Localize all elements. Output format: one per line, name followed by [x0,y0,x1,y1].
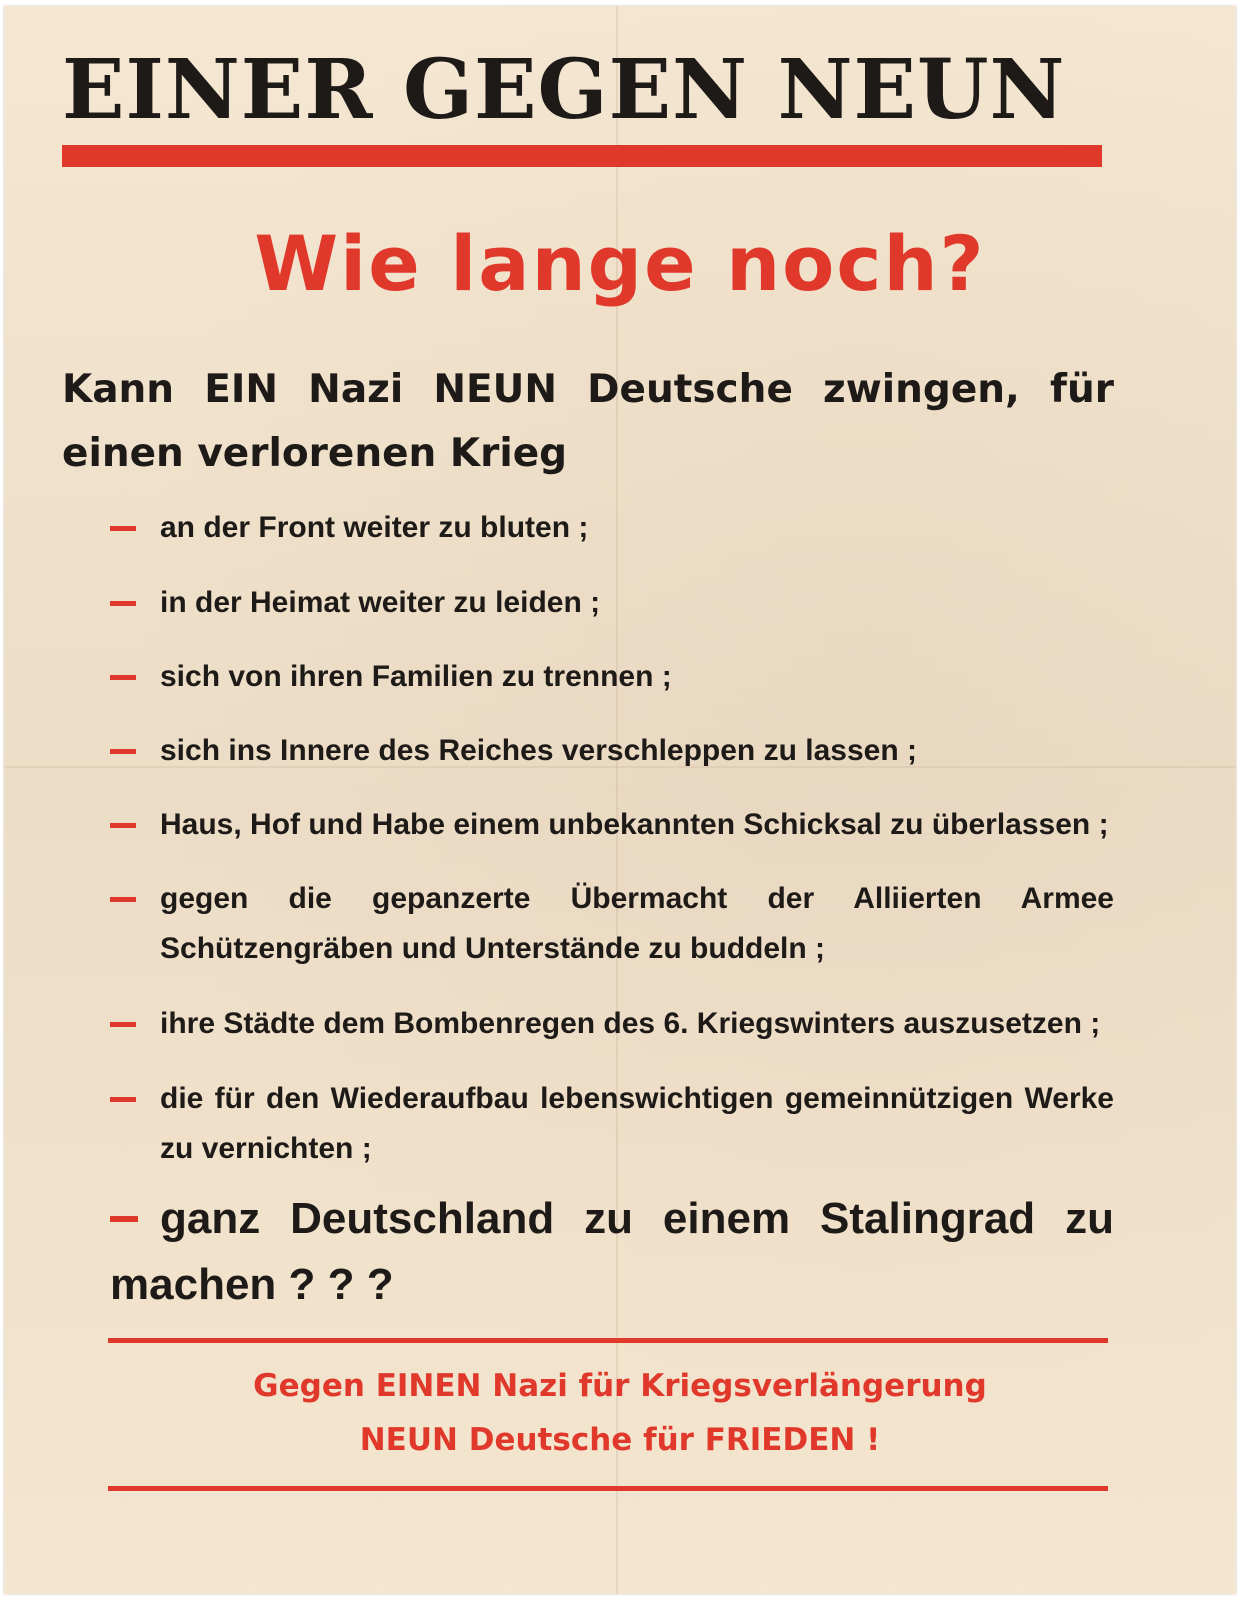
list-item [110,874,1114,974]
list-item [110,1074,1114,1174]
leaflet-title: EINER GEGEN NEUN [62,42,1066,138]
red-dash-bullet [110,675,136,680]
red-dash-bullet [110,1216,138,1222]
footer-bottom-rule [108,1486,1108,1491]
leaflet-subtitle: Wie lange noch? [254,219,986,308]
list-item-text: gegen die gepanzerte Übermacht der Alliierten Armee Schützengräben und Unterstände zu buddeln ; [160,882,1114,965]
final-list-item [110,1186,1114,1318]
list-item-text: Haus, Hof und Habe einem unbekannten Schicksal zu überlassen ; [160,808,1109,841]
footer-line-2: NEUN Deutsche für FRIEDEN ! [359,1422,881,1458]
list-item-text: an der Front weiter zu bluten ; [160,511,589,544]
list-item-text: sich von ihren Familien zu trennen ; [160,660,672,693]
list-item [110,503,1114,553]
final-list-item-text: ganz Deutschland zu einem Stalingrad zu machen ? ? ? [110,1194,1114,1309]
red-dash-bullet [110,1097,136,1102]
red-dash-bullet [110,823,136,828]
list-item [110,800,1114,850]
list-item [110,652,1114,702]
red-dash-bullet [110,1022,136,1027]
red-dash-bullet [110,601,136,606]
list-item-text: sich ins Innere des Reiches verschleppen zu lassen ; [160,734,917,767]
list-item [110,578,1114,628]
red-dash-bullet [110,526,136,531]
list-item [110,999,1114,1049]
list-item-text: ihre Städte dem Bombenregen des 6. Kriegswinters auszusetzen ; [160,1007,1101,1040]
list-item [110,726,1114,776]
red-dash-bullet [110,897,136,902]
red-dash-bullet [110,749,136,754]
title-underline-bar [62,145,1102,167]
list-item-text: die für den Wiederaufbau lebenswichtigen gemeinnützigen Werke zu vernichten ; [160,1082,1114,1165]
footer-line-1: Gegen EINEN Nazi für Kriegsverlängerung [253,1368,987,1404]
leaflet-page [4,6,1236,1594]
main-question: Kann EIN Nazi NEUN Deutsche zwingen, für einen verlorenen Krieg [62,367,1114,476]
footer-top-rule [108,1338,1108,1343]
list-item-text: in der Heimat weiter zu leiden ; [160,586,601,619]
